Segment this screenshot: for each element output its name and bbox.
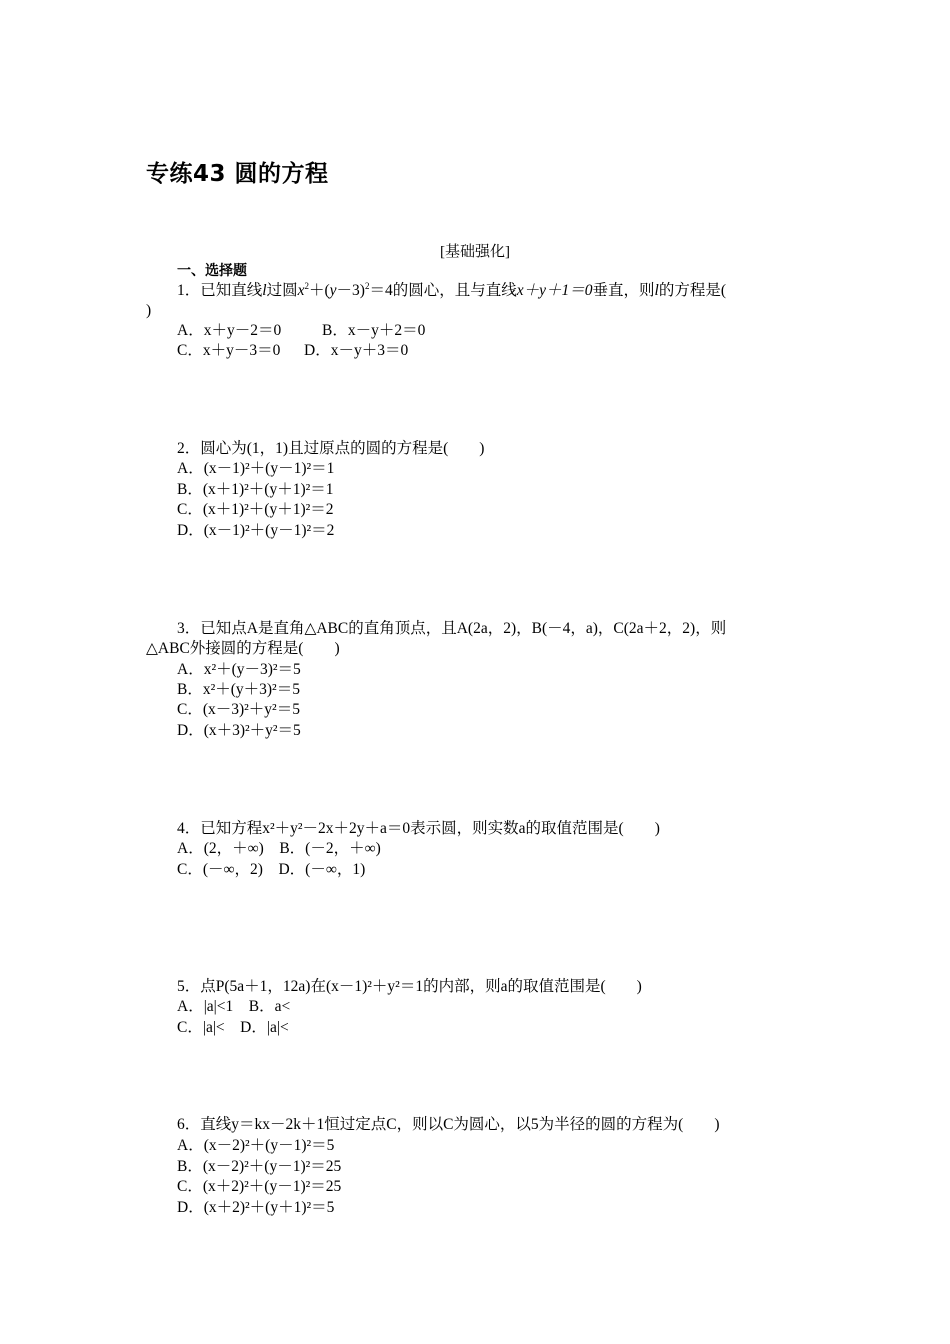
question-3-option-c: C．(x－3)²＋y²＝5 — [177, 701, 300, 718]
question-1-option-d: D．x－y＋3＝0 — [304, 342, 409, 359]
question-3-option-b: B．x²＋(y＋3)²＝5 — [177, 681, 300, 698]
question-1-option-c: C．x＋y－3＝0 — [177, 342, 281, 359]
question-5-stem: 5．点P(5a＋1，12a)在(x－1)²＋y²＝1的内部，则a的取值范围是( ) — [177, 978, 642, 995]
question-1-option-b: B．x－y＋2＝0 — [322, 322, 426, 339]
question-6-option-c: C．(x＋2)²＋(y－1)²＝25 — [177, 1178, 342, 1195]
question-3-option-d: D．(x＋3)²＋y²＝5 — [177, 722, 301, 739]
question-4-options-ab: A．(2，＋∞) B．(－2，＋∞) — [177, 840, 381, 857]
question-3-stem: 3．已知点A是直角△ABC的直角顶点，且A(2a，2)，B(－4，a)，C(2a＋2，2)，则 — [177, 620, 727, 637]
question-2-option-d: D．(x－1)²＋(y－1)²＝2 — [177, 522, 335, 539]
question-2-stem: 2．圆心为(1，1)且过原点的圆的方程是( ) — [177, 440, 485, 457]
section-heading: [基础强化] — [440, 244, 510, 260]
question-3-option-a: A．x²＋(y－3)²＝5 — [177, 661, 301, 678]
question-6-option-d: D．(x＋2)²＋(y＋1)²＝5 — [177, 1199, 335, 1216]
question-6-option-a: A．(x－2)²＋(y－1)²＝5 — [177, 1137, 335, 1154]
page-title: 专练43 圆的方程 — [146, 161, 329, 187]
question-1-stem-close: ) — [146, 302, 152, 319]
question-2-option-b: B．(x＋1)²＋(y＋1)²＝1 — [177, 481, 334, 498]
question-6-option-b: B．(x－2)²＋(y－1)²＝25 — [177, 1158, 342, 1175]
part-label: 一、选择题 — [177, 263, 247, 279]
question-5-options-cd: C．|a|< D．|a|< — [177, 1019, 289, 1036]
question-1-option-a: A．x＋y－2＝0 — [177, 322, 282, 339]
question-1-stem: 1．已知直线l过圆$x^2+(y-3)^2=4$的圆心，且与直线x＋y＋1＝0垂直，则l的方程是( — [177, 281, 726, 299]
question-2-option-a: A．(x－1)²＋(y－1)²＝1 — [177, 460, 335, 477]
question-4-options-cd: C．(－∞，2) D．(－∞，1) — [177, 861, 366, 878]
question-3-stem-continued: △ABC外接圆的方程是( ) — [146, 640, 340, 657]
question-4-stem: 4．已知方程x²＋y²－2x＋2y＋a＝0表示圆，则实数a的取值范围是( ) — [177, 820, 660, 837]
question-2-option-c: C．(x＋1)²＋(y＋1)²＝2 — [177, 501, 334, 518]
question-6-stem: 6．直线y＝kx－2k＋1恒过定点C，则以C为圆心，以5为半径的圆的方程为( ) — [177, 1116, 720, 1133]
question-5-options-ab: A．|a|<1 B．a< — [177, 998, 291, 1015]
